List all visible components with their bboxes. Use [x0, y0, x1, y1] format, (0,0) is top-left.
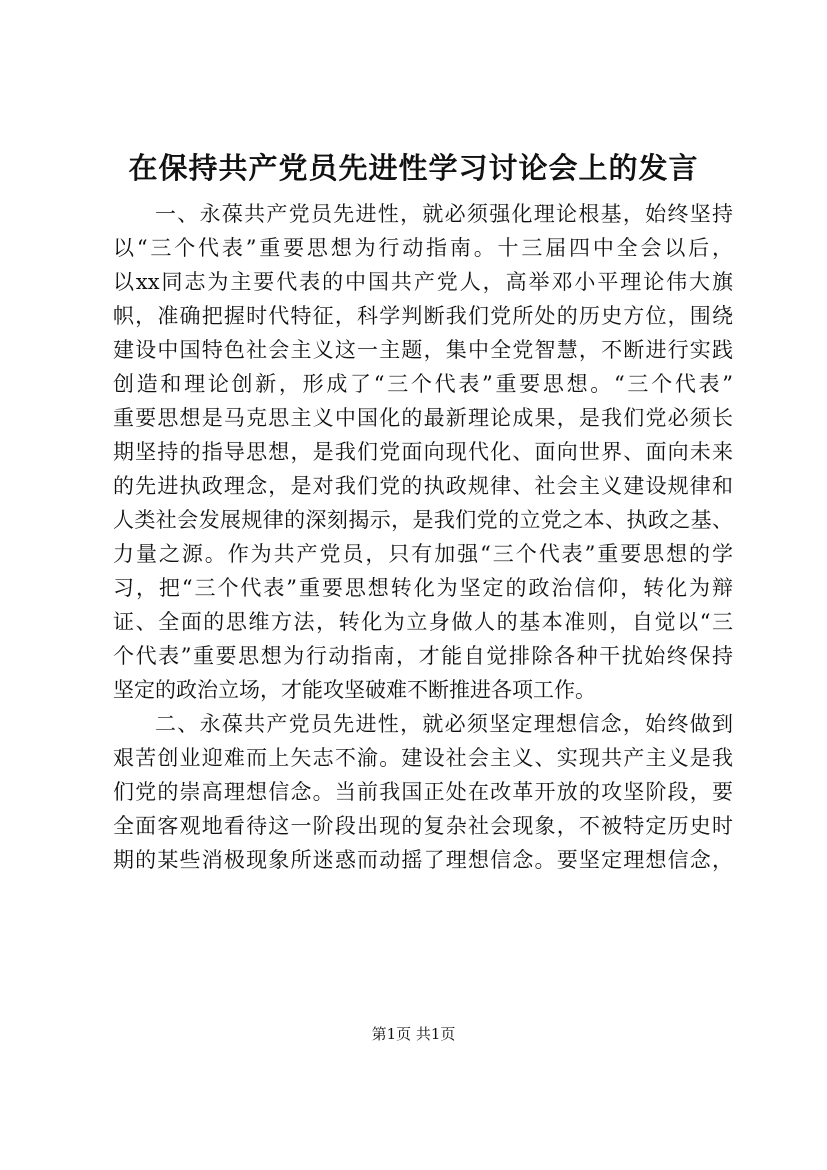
text-line: 以“三个代表”重要思想为行动指南。十三届四中全会以后， — [113, 236, 733, 260]
text-line: 帜，准确把握时代特征，科学判断我们党所处的历史方位，围绕 — [113, 304, 733, 328]
paragraph-2 — [113, 707, 733, 877]
text-line: 期坚持的指导思想，是我们党面向现代化、面向世界、面向未来 — [113, 440, 733, 464]
text-line: 期的某些消极现象所迷惑而动摇了理想信念。要坚定理想信念， — [113, 848, 733, 872]
text-line: 重要思想是马克思主义中国化的最新理论成果，是我们党必须长 — [113, 406, 733, 430]
text-line: 证、全面的思维方法，转化为立身做人的基本准则，自觉以“三 — [113, 610, 733, 634]
text-line: 以xx同志为主要代表的中国共产党人，高举邓小平理论伟大旗 — [113, 270, 733, 294]
text-line: 人类社会发展规律的深刻揭示，是我们党的立党之本、执政之基、 — [113, 508, 733, 532]
text-line: 艰苦创业迎难而上矢志不渝。建设社会主义、实现共产主义是我 — [113, 746, 733, 770]
text-line: 个代表”重要思想为行动指南，才能自觉排除各种干扰始终保持 — [113, 644, 733, 668]
text-line: 全面客观地看待这一阶段出现的复杂社会现象，不被特定历史时 — [113, 814, 733, 838]
text-line: 坚定的政治立场，才能攻坚破难不断推进各项工作。 — [113, 678, 596, 702]
paragraph-1 — [113, 197, 733, 707]
text-line: 一、永葆共产党员先进性，就必须强化理论根基，始终坚持 — [155, 202, 733, 226]
document-title: 在保持共产党员先进性学习讨论会上的发言 — [128, 151, 699, 185]
text-line: 二、永葆共产党员先进性，就必须坚定理想信念，始终做到 — [155, 712, 733, 736]
text-line: 力量之源。作为共产党员，只有加强“三个代表”重要思想的学 — [113, 542, 733, 566]
text-line: 的先进执政理念，是对我们党的执政规律、社会主义建设规律和 — [113, 474, 733, 498]
text-line: 习，把“三个代表”重要思想转化为坚定的政治信仰，转化为辩 — [113, 576, 733, 600]
text-line: 创造和理论创新，形成了“三个代表”重要思想。“三个代表” — [113, 372, 733, 396]
document-body — [113, 197, 733, 877]
text-line: 建设中国特色社会主义这一主题，集中全党智慧，不断进行实践 — [113, 338, 733, 362]
text-line: 们党的崇高理想信念。当前我国正处在改革开放的攻坚阶段，要 — [113, 780, 733, 804]
page-footer: 第1页 共1页 — [371, 1025, 456, 1043]
